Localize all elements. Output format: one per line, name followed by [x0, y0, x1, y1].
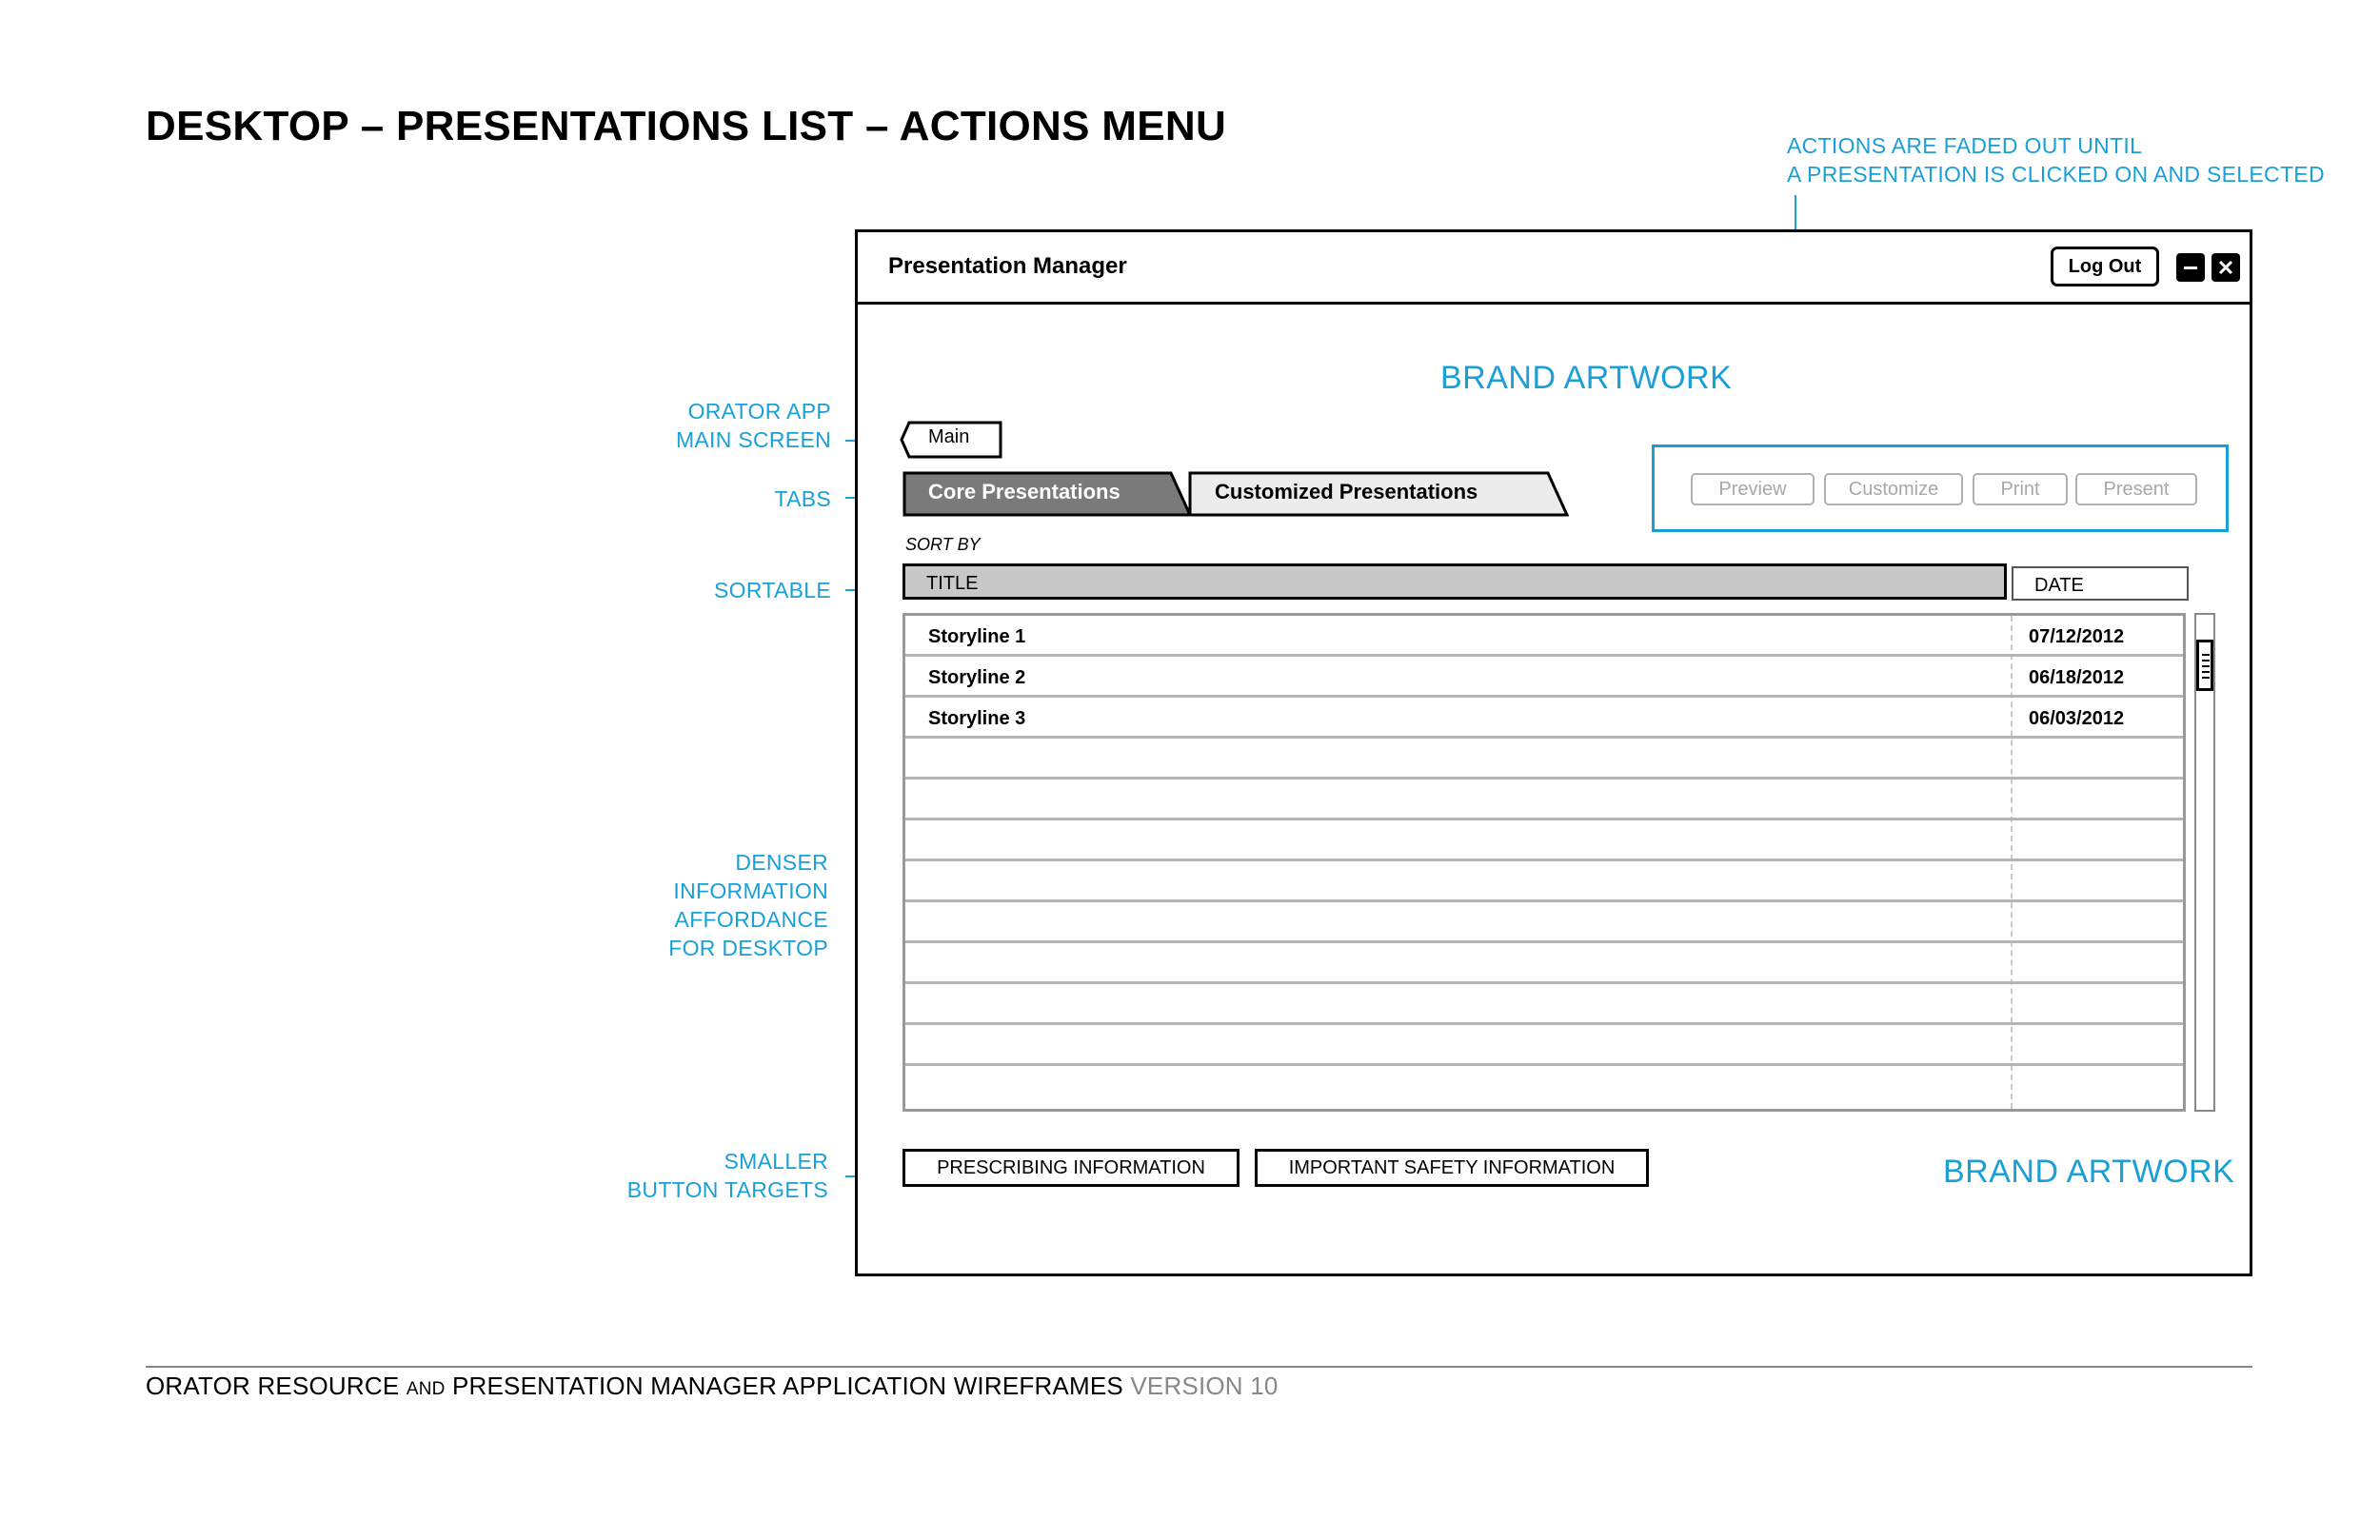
smaller-note — [619, 1147, 828, 1204]
row-title: Storyline 2 — [928, 667, 1026, 688]
page-title: DESKTOP – PRESENTATIONS LIST – ACTIONS MENU — [146, 103, 1227, 149]
prescribing-information-button[interactable]: PRESCRIBING INFORMATION — [902, 1149, 1240, 1187]
page-footer — [146, 1372, 1279, 1401]
smaller-note-line1: SMALLER — [724, 1149, 828, 1174]
tab-customized-presentations[interactable] — [1190, 471, 1567, 517]
brand-artwork-top: BRAND ARTWORK — [1440, 360, 1733, 396]
row-title: Storyline 1 — [928, 626, 1026, 647]
actions-note-line1: ACTIONS ARE FADED OUT UNTIL — [1787, 133, 2143, 158]
sort-by-label: SORT BY — [905, 535, 981, 554]
footer-version: VERSION 10 — [1130, 1372, 1279, 1400]
customize-button[interactable]: Customize — [1824, 473, 1963, 505]
minimize-icon — [2182, 259, 2199, 276]
tabs — [902, 471, 1569, 517]
denser-note — [657, 848, 828, 962]
denser-note-line4: FOR DESKTOP — [668, 936, 828, 960]
table-row-empty — [905, 1066, 2183, 1107]
row-date: 07/12/2012 — [2029, 626, 2125, 647]
table-row-empty — [905, 984, 2183, 1025]
table-row-empty — [905, 739, 2183, 780]
denser-note-line2: INFORMATION — [673, 879, 828, 903]
footer-part2: AND — [406, 1379, 446, 1399]
footer-rule — [146, 1366, 2252, 1368]
table-row-empty — [905, 1025, 2183, 1066]
scrollbar-thumb[interactable] — [2196, 640, 2213, 691]
denser-note-line3: AFFORDANCE — [674, 907, 828, 932]
table-row-empty — [905, 861, 2183, 902]
table-row-empty — [905, 943, 2183, 984]
table-row[interactable] — [905, 698, 2183, 739]
sort-date-label: DATE — [2034, 575, 2084, 596]
tab-core-presentations[interactable] — [902, 471, 1188, 517]
footer-part1: ORATOR RESOURCE — [146, 1372, 400, 1400]
table-row[interactable] — [905, 616, 2183, 657]
minimize-button[interactable] — [2176, 253, 2205, 282]
scrollbar[interactable] — [2194, 613, 2215, 1112]
table-row-empty — [905, 780, 2183, 820]
app-window — [855, 229, 2252, 1276]
close-button[interactable] — [2211, 253, 2240, 282]
close-icon — [2217, 259, 2234, 276]
important-safety-information-button[interactable]: IMPORTANT SAFETY INFORMATION — [1255, 1149, 1649, 1187]
denser-note-line1: DENSER — [735, 850, 828, 875]
main-back-button[interactable] — [900, 421, 1002, 459]
table-row[interactable] — [905, 657, 2183, 698]
present-button[interactable]: Present — [2075, 473, 2197, 505]
orator-note — [657, 397, 831, 454]
presentations-list — [902, 613, 2186, 1112]
preview-button[interactable]: Preview — [1691, 473, 1815, 505]
footer-part3: PRESENTATION MANAGER APPLICATION WIREFRAMES — [452, 1372, 1123, 1400]
tab-core-label: Core Presentations — [928, 480, 1121, 503]
print-button[interactable]: Print — [1973, 473, 2068, 505]
orator-note-line1: ORATOR APP — [687, 399, 831, 424]
sort-date-header[interactable] — [2012, 566, 2189, 601]
smaller-note-line2: BUTTON TARGETS — [626, 1177, 828, 1202]
app-title: Presentation Manager — [888, 253, 1127, 279]
brand-artwork-bottom: BRAND ARTWORK — [1943, 1154, 2235, 1190]
tab-customized-label: Customized Presentations — [1215, 480, 1478, 503]
row-title: Storyline 3 — [928, 708, 1026, 729]
actions-note-line2: A PRESENTATION IS CLICKED ON AND SELECTED — [1787, 162, 2325, 187]
sortable-note: SORTABLE — [714, 578, 831, 602]
actions-note — [1787, 131, 2325, 188]
title-bar — [858, 232, 2250, 305]
table-row-empty — [905, 902, 2183, 943]
sort-title-header[interactable] — [902, 563, 2007, 600]
logout-button[interactable]: Log Out — [2051, 247, 2159, 286]
sort-title-label: TITLE — [926, 573, 979, 594]
row-date: 06/18/2012 — [2029, 667, 2125, 688]
orator-note-line2: MAIN SCREEN — [675, 427, 831, 452]
main-back-label: Main — [928, 426, 970, 447]
actions-menu — [1652, 444, 2229, 532]
row-date: 06/03/2012 — [2029, 708, 2125, 729]
tabs-note: TABS — [774, 486, 831, 511]
table-row-empty — [905, 820, 2183, 861]
